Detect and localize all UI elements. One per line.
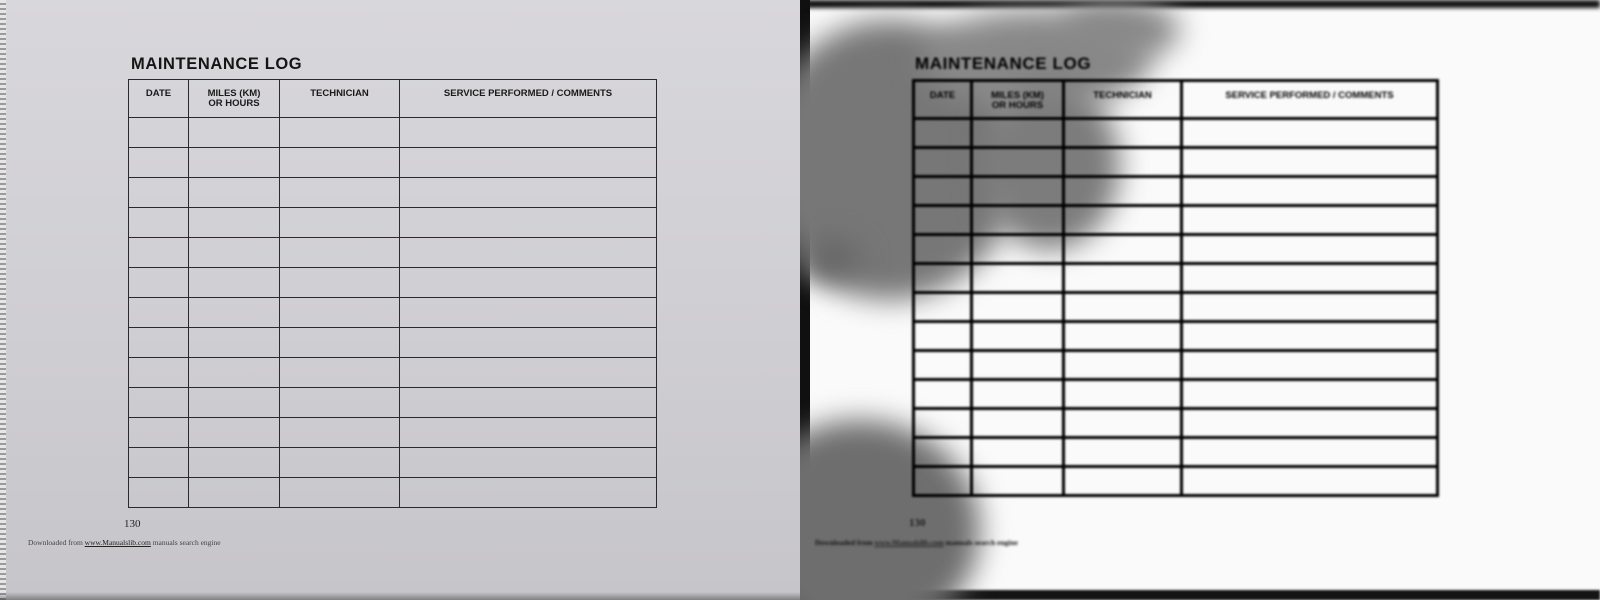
table-cell: [129, 448, 189, 478]
table-row: [914, 177, 1438, 206]
shadow-blob: [800, 240, 860, 280]
table-row: [129, 208, 657, 238]
log-title-scan: MAINTENANCE LOG: [915, 54, 1092, 73]
table-cell: [129, 268, 189, 298]
table-cell: [400, 298, 657, 328]
table-cell: [400, 328, 657, 358]
table-row: [914, 467, 1438, 496]
table-cell: [400, 418, 657, 448]
table-row: [914, 206, 1438, 235]
log-body: [129, 118, 657, 508]
table-cell: [1182, 293, 1438, 322]
table-row: [914, 119, 1438, 148]
footer-prefix-scan: Downloaded from: [815, 538, 873, 547]
table-cell: [1182, 438, 1438, 467]
table-cell: [400, 268, 657, 298]
table-cell: [1182, 409, 1438, 438]
table-cell: [280, 118, 400, 148]
download-footer: [28, 538, 221, 547]
table-cell: [400, 448, 657, 478]
table-cell: [972, 148, 1064, 177]
log-body-scan: [914, 119, 1438, 496]
table-cell: [972, 177, 1064, 206]
table-row: [129, 328, 657, 358]
maintenance-log-sheet-scan: [912, 54, 1439, 497]
footer-prefix: Downloaded from: [28, 538, 83, 547]
shadow-blob: [1060, 0, 1180, 60]
table-row: [914, 264, 1438, 293]
table-cell: [280, 328, 400, 358]
table-cell: [280, 298, 400, 328]
table-cell: [1182, 322, 1438, 351]
table-row: [129, 358, 657, 388]
table-cell: [1064, 380, 1182, 409]
table-header-row-scan: [914, 81, 1438, 119]
table-row: [129, 388, 657, 418]
table-row: [129, 178, 657, 208]
table-cell: [129, 478, 189, 508]
maintenance-log-sheet: [128, 55, 657, 508]
table-cell: [129, 178, 189, 208]
table-cell: [129, 118, 189, 148]
table-cell: [189, 328, 280, 358]
header-miles: MILES (KM) OR HOURS: [189, 80, 280, 118]
table-cell: [129, 418, 189, 448]
table-cell: [1182, 264, 1438, 293]
table-cell: [129, 148, 189, 178]
table-cell: [1064, 351, 1182, 380]
table-cell: [400, 178, 657, 208]
table-row: [129, 448, 657, 478]
table-cell: [280, 148, 400, 178]
table-cell: [189, 298, 280, 328]
table-row: [129, 238, 657, 268]
table-cell: [1182, 119, 1438, 148]
table-cell: [189, 268, 280, 298]
table-cell: [129, 358, 189, 388]
header-service-scan: SERVICE PERFORMED / COMMENTS: [1182, 81, 1438, 119]
table-cell: [189, 478, 280, 508]
table-cell: [972, 438, 1064, 467]
table-row: [129, 118, 657, 148]
footer-suffix: manuals search engine: [152, 538, 221, 547]
table-cell: [1182, 467, 1438, 496]
table-cell: [189, 208, 280, 238]
table-cell: [1064, 409, 1182, 438]
table-cell: [972, 467, 1064, 496]
table-row: [914, 293, 1438, 322]
table-cell: [914, 293, 972, 322]
table-cell: [189, 418, 280, 448]
page-number-scan: 130: [909, 517, 926, 529]
table-cell: [1182, 177, 1438, 206]
page-shadow: [0, 592, 800, 600]
table-cell: [189, 148, 280, 178]
table-row: [914, 438, 1438, 467]
table-cell: [972, 322, 1064, 351]
table-row: [914, 351, 1438, 380]
table-row: [914, 409, 1438, 438]
maintenance-log-table: [128, 79, 657, 508]
page-number: 130: [124, 518, 141, 530]
table-cell: [189, 118, 280, 148]
table-cell: [972, 206, 1064, 235]
table-cell: [400, 358, 657, 388]
maintenance-log-table-scan: [912, 79, 1439, 497]
table-cell: [914, 264, 972, 293]
table-cell: [914, 322, 972, 351]
table-cell: [280, 358, 400, 388]
table-cell: [129, 328, 189, 358]
table-cell: [129, 298, 189, 328]
table-cell: [1064, 148, 1182, 177]
table-cell: [914, 119, 972, 148]
table-cell: [1064, 235, 1182, 264]
table-row: [914, 148, 1438, 177]
table-cell: [1182, 380, 1438, 409]
table-row: [129, 268, 657, 298]
table-cell: [914, 206, 972, 235]
table-cell: [914, 148, 972, 177]
header-technician-scan: TECHNICIAN: [1064, 81, 1182, 119]
table-cell: [972, 264, 1064, 293]
table-cell: [129, 208, 189, 238]
header-date-scan: DATE: [914, 81, 972, 119]
footer-link[interactable]: www.Manualslib.com: [84, 538, 151, 547]
table-cell: [129, 238, 189, 268]
table-row: [129, 148, 657, 178]
table-header-row: [129, 80, 657, 118]
table-cell: [914, 467, 972, 496]
table-cell: [1064, 119, 1182, 148]
log-title: MAINTENANCE LOG: [131, 55, 303, 73]
table-cell: [1064, 467, 1182, 496]
table-cell: [280, 388, 400, 418]
table-cell: [914, 438, 972, 467]
table-cell: [914, 409, 972, 438]
table-cell: [1182, 351, 1438, 380]
table-cell: [972, 351, 1064, 380]
table-cell: [972, 380, 1064, 409]
table-cell: [280, 178, 400, 208]
table-cell: [189, 358, 280, 388]
table-row: [129, 418, 657, 448]
table-row: [914, 235, 1438, 264]
table-cell: [1064, 206, 1182, 235]
table-cell: [189, 178, 280, 208]
table-cell: [129, 388, 189, 418]
header-date: DATE: [129, 80, 189, 118]
page-edge: [0, 0, 6, 600]
download-footer-scan: [815, 538, 1018, 547]
table-cell: [1182, 235, 1438, 264]
table-cell: [400, 118, 657, 148]
table-cell: [280, 448, 400, 478]
table-cell: [1182, 148, 1438, 177]
table-cell: [280, 418, 400, 448]
table-row: [129, 298, 657, 328]
header-technician: TECHNICIAN: [280, 80, 400, 118]
table-cell: [1064, 438, 1182, 467]
table-cell: [1064, 293, 1182, 322]
scan-top-border: [800, 0, 1600, 8]
table-cell: [280, 238, 400, 268]
table-row: [129, 478, 657, 508]
header-miles-scan: MILES (KM) OR HOURS: [972, 81, 1064, 119]
footer-suffix-scan: manuals search engine: [945, 538, 1018, 547]
table-row: [914, 380, 1438, 409]
table-cell: [400, 478, 657, 508]
table-cell: [1064, 264, 1182, 293]
table-cell: [1182, 206, 1438, 235]
table-cell: [280, 208, 400, 238]
table-cell: [972, 409, 1064, 438]
table-cell: [972, 119, 1064, 148]
table-cell: [972, 235, 1064, 264]
header-service: SERVICE PERFORMED / COMMENTS: [400, 80, 657, 118]
table-cell: [400, 148, 657, 178]
footer-link-scan[interactable]: www.Manualslib.com: [874, 538, 944, 547]
table-cell: [400, 208, 657, 238]
table-cell: [189, 388, 280, 418]
table-cell: [1064, 322, 1182, 351]
table-cell: [400, 238, 657, 268]
table-cell: [1064, 177, 1182, 206]
table-row: [914, 322, 1438, 351]
table-cell: [914, 235, 972, 264]
table-cell: [914, 177, 972, 206]
table-cell: [280, 478, 400, 508]
table-cell: [914, 351, 972, 380]
table-cell: [972, 293, 1064, 322]
table-cell: [280, 268, 400, 298]
table-cell: [189, 238, 280, 268]
table-cell: [400, 388, 657, 418]
table-cell: [914, 380, 972, 409]
table-cell: [189, 448, 280, 478]
